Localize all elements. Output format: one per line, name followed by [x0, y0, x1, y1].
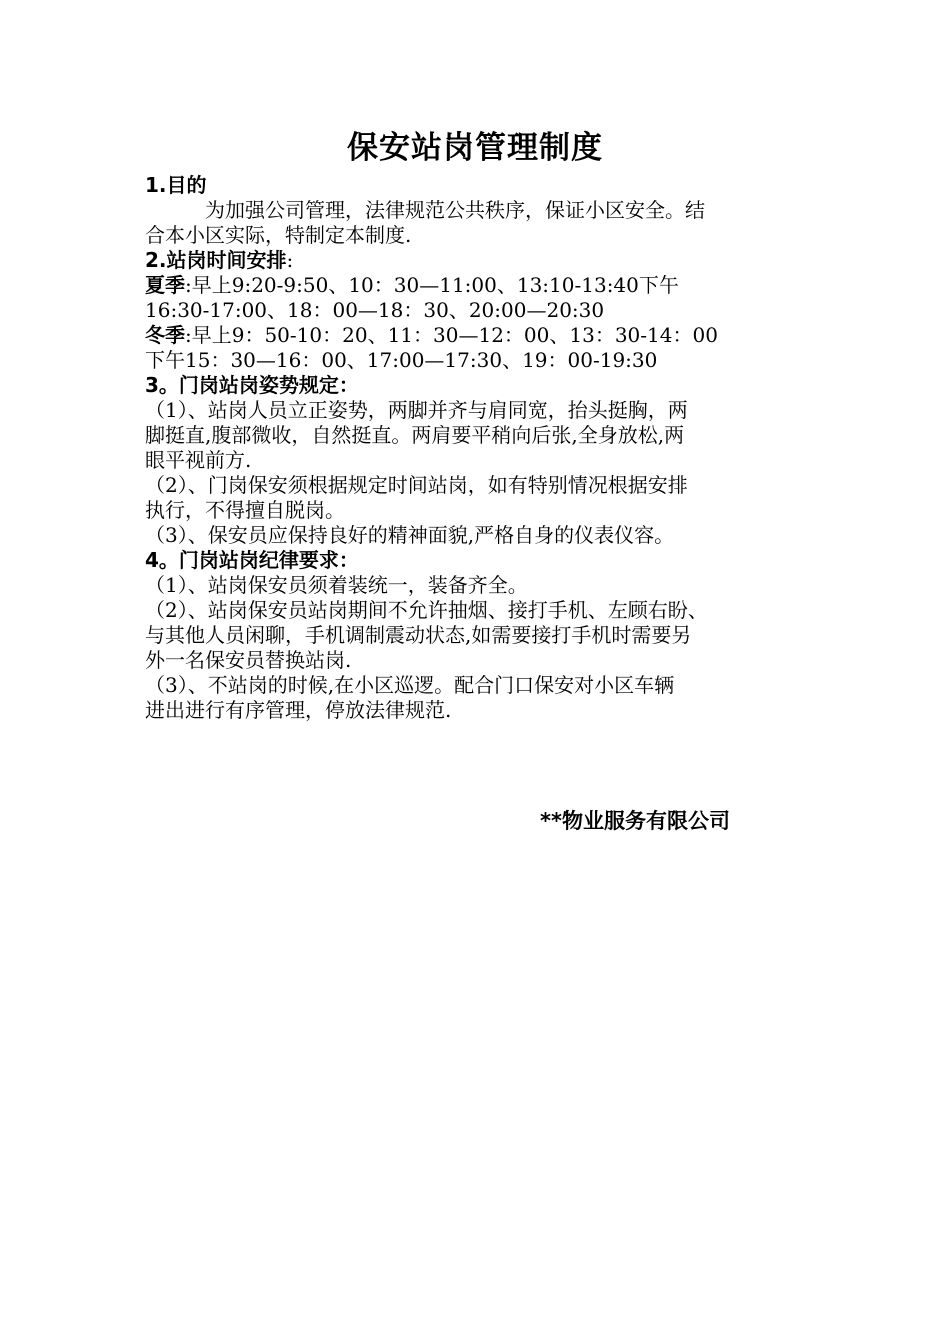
paragraph-line: 与其他人员闲聊，手机调制震动状态,如需要接打手机时需要另	[145, 623, 692, 647]
paragraph-line: 为加强公司管理，法律规范公共秩序，保证小区安全。结	[205, 198, 705, 222]
paragraph-line: 眼平视前方.	[145, 448, 252, 472]
section-heading-schedule	[145, 248, 825, 273]
schedule-heading-text: 2.站岗时间安排	[145, 248, 287, 272]
winter-label: 冬季	[145, 323, 185, 347]
schedule-heading-colon: :	[286, 248, 294, 272]
company-signature: **物业服务有限公司	[540, 809, 730, 833]
paragraph-line: 合本小区实际，特制定本制度.	[145, 223, 412, 247]
summer-schedule-line-2: 16:30-17:00、18：00—18：30、20:00—20:30	[145, 298, 605, 322]
winter-schedule-line	[145, 323, 825, 348]
winter-schedule-line-2: 下午15：30—16：00、17:00—17:30、19：00-19:30	[145, 348, 658, 372]
paragraph-line: （2）、站岗保安员站岗期间不允许抽烟、接打手机、左顾右盼、	[145, 598, 708, 622]
section-heading-discipline: 4。门岗站岗纪律要求：	[145, 548, 359, 572]
paragraph-line: （3）、保安员应保持良好的精神面貌,严格自身的仪表仪容。	[145, 523, 675, 547]
paragraph-line: 执行，不得擅自脱岗。	[145, 498, 345, 522]
paragraph-line: 进出进行有序管理，停放法律规范.	[145, 698, 452, 722]
paragraph-line: 外一名保安员替换站岗.	[145, 648, 352, 672]
paragraph-line: （3）、不站岗的时候,在小区巡逻。配合门口保安对小区车辆	[145, 673, 675, 697]
paragraph-line: 脚挺直,腹部微收，自然挺直。两肩要平稍向后张,全身放松,两	[145, 423, 685, 447]
summer-label: 夏季	[145, 273, 185, 297]
paragraph-line: （1）、站岗保安员须着装统一，装备齐全。	[145, 573, 528, 597]
paragraph-line: （1）、站岗人员立正姿势，两脚并齐与肩同宽，抬头挺胸，两	[145, 398, 688, 422]
section-heading-purpose: 1.目的	[145, 173, 207, 197]
summer-schedule-line	[145, 273, 825, 298]
section-heading-posture: 3。门岗站岗姿势规定：	[145, 373, 359, 397]
document-body	[145, 173, 825, 723]
winter-times: :早上9：50-10：20、11：30—12：00、13：30-14：00	[185, 323, 718, 347]
paragraph-line: （2）、门岗保安须根据规定时间站岗，如有特别情况根据安排	[145, 473, 688, 497]
document-title: 保安站岗管理制度	[347, 130, 603, 166]
summer-times: :早上9:20-9:50、10：30—11:00、13:10-13:40下午	[185, 273, 679, 297]
